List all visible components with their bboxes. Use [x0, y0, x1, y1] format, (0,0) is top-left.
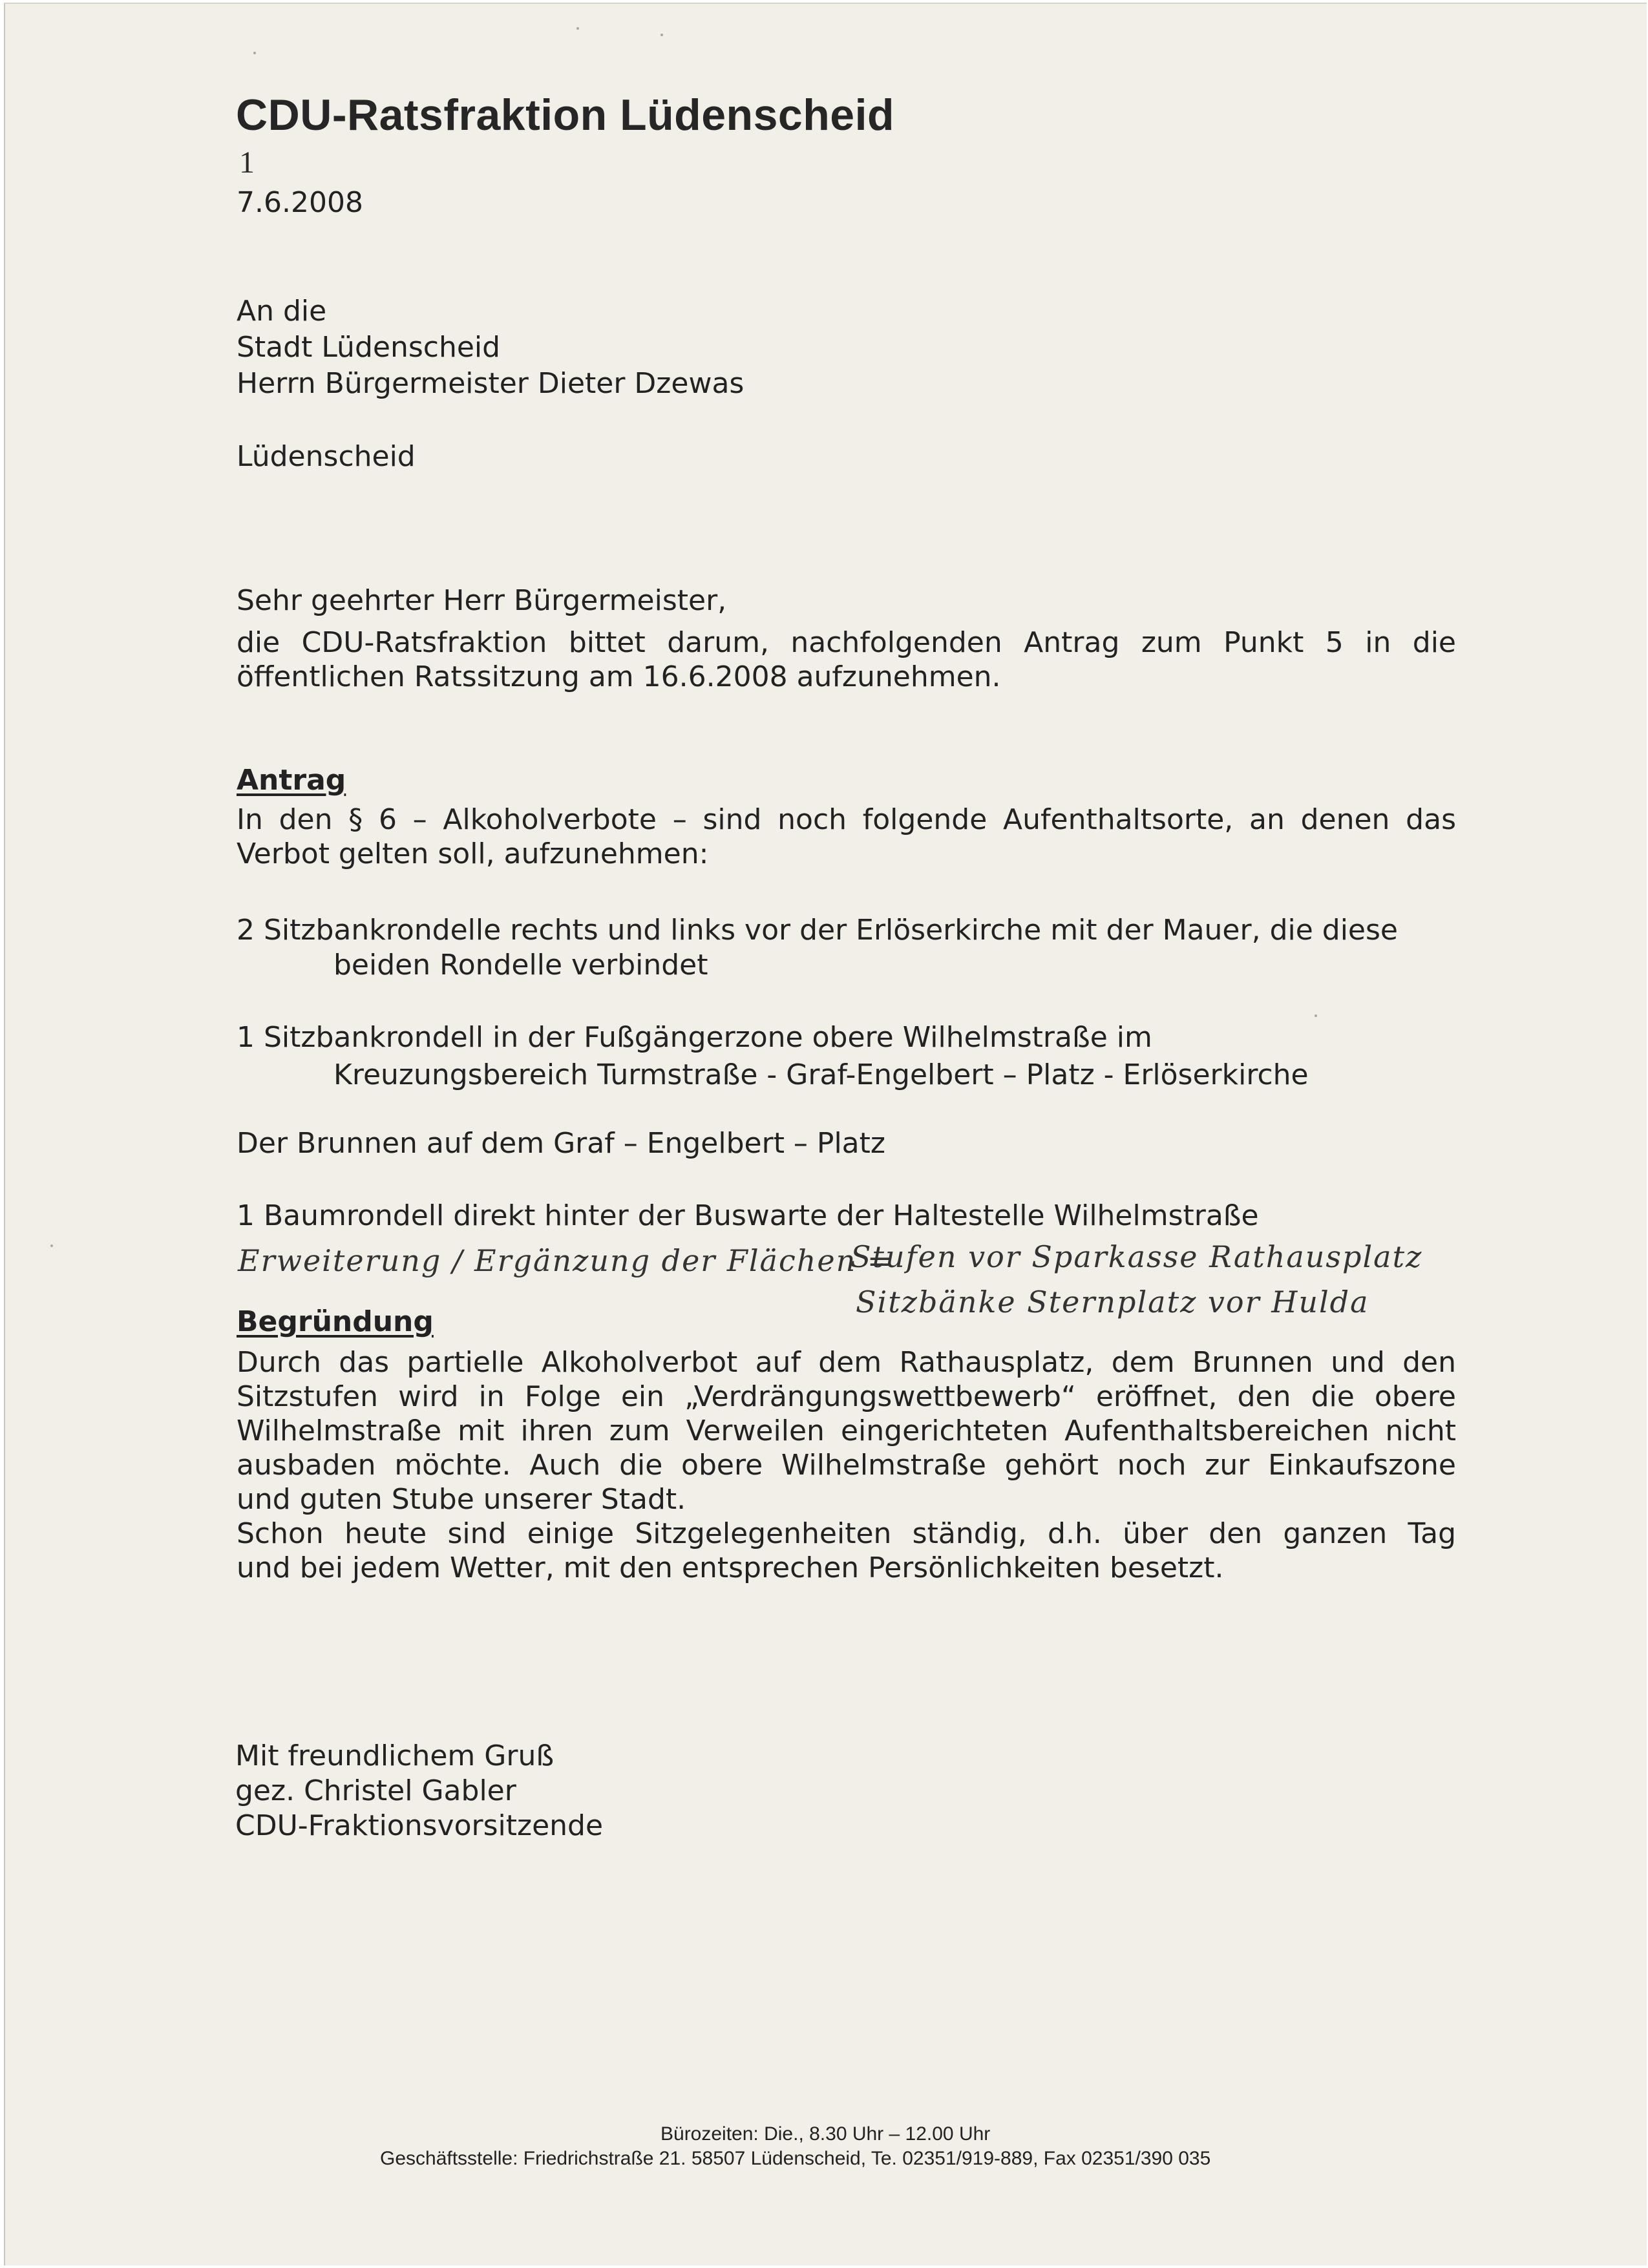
intro-paragraph	[237, 625, 1456, 694]
footer-hours: Bürozeiten: Die., 8.30 Uhr – 12.00 Uhr	[660, 2123, 991, 2145]
handwritten-note-left: Erweiterung / Ergänzung der Flächen =	[238, 1243, 894, 1278]
antrag-item-2-cont: Kreuzungsbereich Turmstraße - Graf-Engelbert – Platz - Erlöserkirche	[333, 1058, 1309, 1091]
address-line-3: Herrn Bürgermeister Dieter Dzewas	[237, 367, 745, 400]
handwritten-note-right-1: Stufen vor Sparkasse Rathausplatz	[850, 1239, 1423, 1274]
address-city: Lüdenscheid	[237, 440, 416, 473]
begruendung-paragraph	[237, 1345, 1456, 1585]
begruendung-line-3: Wilhelmstraße mit ihren zum Verweilen eingerichteten Aufenthaltsbereichen nicht	[237, 1414, 1456, 1447]
antrag-item-1: 2 Sitzbankrondelle rechts und links vor der Erlöserkirche mit der Mauer, die diese	[237, 914, 1398, 947]
begruendung-line-7: und bei jedem Wetter, mit den entsprechen Persönlichkeiten besetzt.	[237, 1551, 1224, 1584]
closing-role: CDU-Fraktionsvorsitzende	[235, 1809, 604, 1842]
antrag-item-2: 1 Sitzbankrondell in der Fußgängerzone obere Wilhelmstraße im	[237, 1021, 1152, 1054]
antrag-line-2: Verbot gelten soll, aufzunehmen:	[237, 837, 709, 870]
begruendung-heading: Begründung	[237, 1305, 434, 1338]
antrag-paragraph	[237, 803, 1456, 871]
begruendung-line-4: ausbaden möchte. Auch die obere Wilhelmstraße gehört noch zur Einkaufszone	[237, 1449, 1456, 1482]
antrag-item-3: Der Brunnen auf dem Graf – Engelbert – Platz	[237, 1127, 885, 1160]
letter-page	[4, 3, 1647, 2265]
begruendung-line-5: und guten Stube unserer Stadt.	[237, 1483, 686, 1516]
begruendung-line-2: Sitzstufen wird in Folge ein „Verdrängungswettbewerb“ eröffnet, den die obere	[237, 1380, 1456, 1413]
intro-line-2: öffentlichen Ratssitzung am 16.6.2008 aufzunehmen.	[237, 660, 1001, 693]
address-line-2: Stadt Lüdenscheid	[237, 331, 501, 364]
begruendung-line-1: Durch das partielle Alkoholverbot auf dem Rathausplatz, dem Brunnen und den	[237, 1346, 1456, 1379]
antrag-item-4: 1 Baumrondell direkt hinter der Buswarte der Haltestelle Wilhelmstraße	[237, 1199, 1259, 1232]
antrag-item-1-cont: beiden Rondelle verbindet	[333, 949, 708, 982]
antrag-line-1: In den § 6 – Alkoholverbote – sind noch folgende Aufenthaltsorte, an denen das	[237, 803, 1456, 836]
closing-greeting: Mit freundlichem Gruß	[235, 1739, 555, 1772]
closing-signature: gez. Christel Gabler	[235, 1774, 516, 1807]
letter-date: 7.6.2008	[237, 186, 363, 219]
scan-speck	[660, 34, 663, 36]
scan-speck	[576, 27, 579, 30]
letterhead-title: CDU-Ratsfraktion Lüdenscheid	[236, 90, 894, 140]
footer-office: Geschäftsstelle: Friedrichstraße 21. 58507 Lüdenscheid, Te. 02351/919-889, Fax 02351/390 035	[380, 2148, 1211, 2169]
scan-speck	[50, 1244, 53, 1247]
begruendung-line-6: Schon heute sind einige Sitzgelegenheiten ständig, d.h. über den ganzen Tag	[237, 1517, 1456, 1550]
scan-speck	[253, 52, 256, 54]
antrag-heading: Antrag	[237, 764, 346, 797]
intro-line-1: die CDU-Ratsfraktion bittet darum, nachfolgenden Antrag zum Punkt 5 in die	[237, 626, 1456, 659]
salutation: Sehr geehrter Herr Bürgermeister,	[237, 584, 727, 617]
address-line-1: An die	[237, 295, 327, 328]
scan-speck	[1315, 1014, 1317, 1017]
handwritten-note-right-2: Sitzbänke Sternplatz vor Hulda	[856, 1285, 1369, 1319]
page-number: 1	[239, 145, 255, 180]
